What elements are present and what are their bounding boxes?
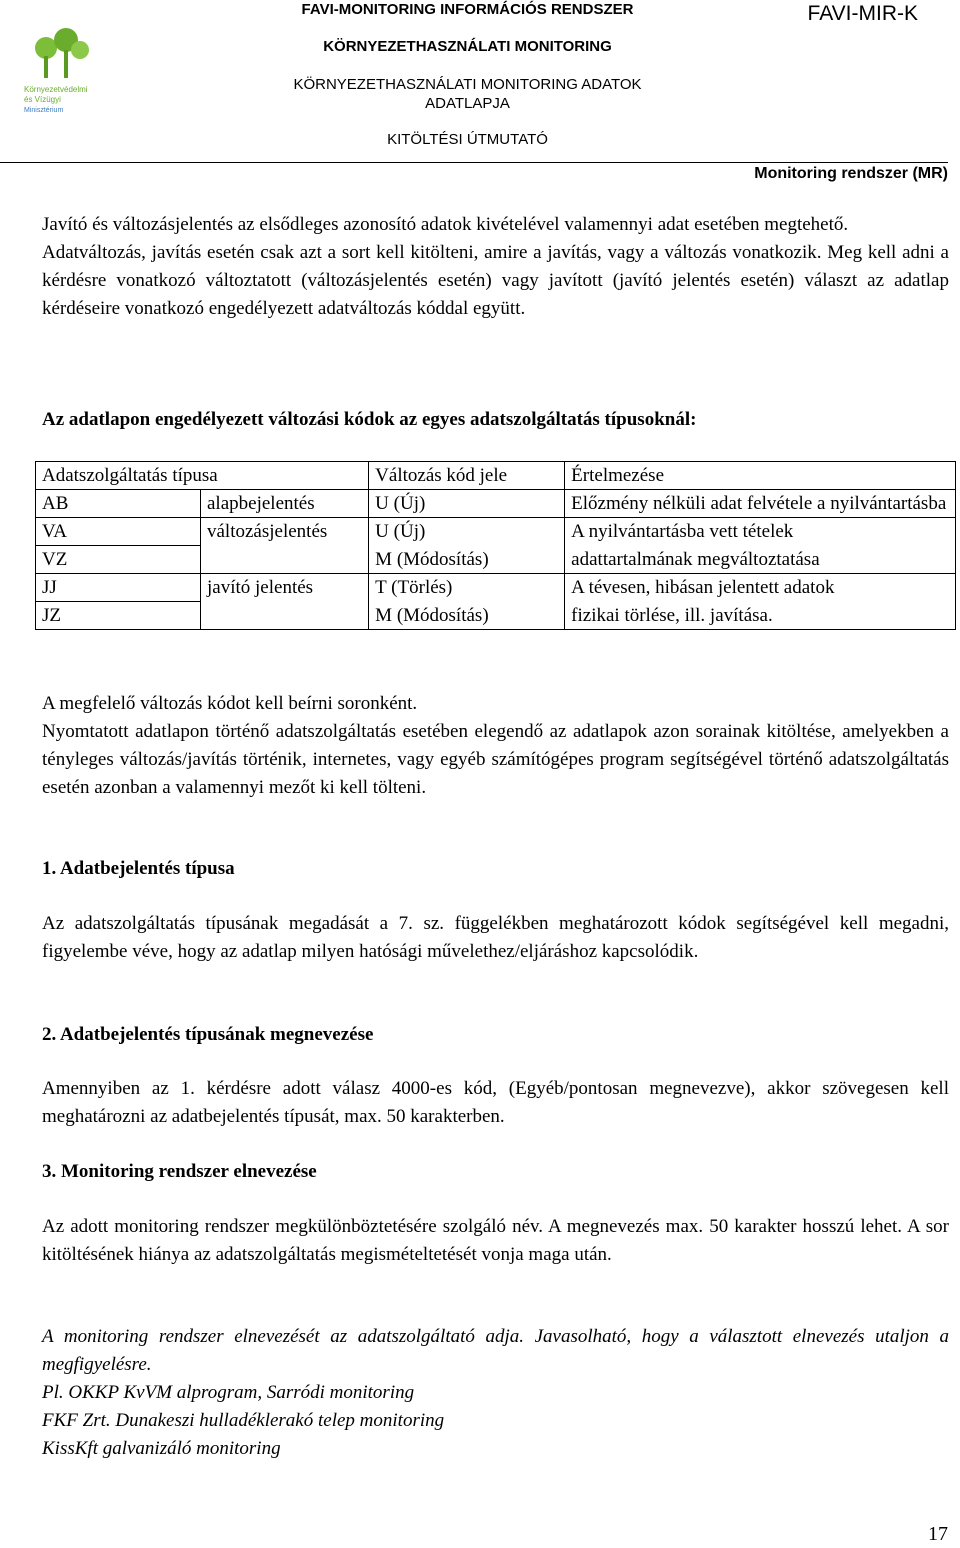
section-1-title: 1. Adatbejelentés típusa: [42, 858, 235, 879]
meaning-j-2: fizikai törlése, ill. javítása.: [565, 602, 956, 630]
table-row: [36, 574, 956, 602]
logo-text-3: Minisztérium: [24, 107, 64, 114]
change-codes-table: [35, 461, 956, 630]
table-header-row: [36, 462, 956, 490]
logo-text-1: Környezetvédelmi: [24, 85, 88, 94]
code-jz: JZ: [36, 602, 201, 630]
meaning-j-1: A tévesen, hibásan jelentett adatok: [565, 574, 956, 602]
code-vz: VZ: [36, 546, 201, 574]
system-label: Monitoring rendszer (MR): [754, 165, 948, 182]
code-ab: AB: [36, 490, 201, 518]
table-row: [36, 546, 956, 574]
type-j: javító jelentés: [201, 574, 369, 630]
meaning-v-2: adattartalmának megváltoztatása: [565, 546, 956, 574]
section-2-text: Amennyiben az 1. kérdésre adott válasz 4000-es kód, (Egyéb/pontosan megnevezve), akkor szövegesen kell meghatározni az adatbejelentés típusát, max. 50 karakterben.: [42, 1078, 949, 1127]
intro-paragraph-2: Adatváltozás, javítás esetén csak azt a sort kell kitölteni, amire a javítás, vagy a változás vonatkozik. Meg kell adni a kérdésre vonatkozó változtatott (változásjelentés esetén) vagy javított (javító jelentés esetén) választ az adatlap kérdéseire vonatkozó engedélyezett adatváltozás kóddal együtt.: [42, 242, 949, 319]
change-j-2: M (Módosítás): [369, 602, 565, 630]
type-v: változásjelentés: [201, 518, 369, 574]
table-heading: Az adatlapon engedélyezett változási kódok az egyes adatszolgáltatás típusoknál:: [42, 409, 697, 430]
header-title-3a: KÖRNYEZETHASZNÁLATI MONITORING ADATOK: [293, 76, 642, 93]
page-number: 17: [928, 1523, 948, 1545]
meaning-ab: Előzmény nélküli adat felvétele a nyilvántartásba: [565, 490, 956, 518]
logo-text-2: és Vízügyi: [24, 95, 61, 104]
after-table-paragraph-1: A megfelelő változás kódot kell beírni soronként.: [42, 693, 418, 714]
type-ab: alapbejelentés: [201, 490, 369, 518]
document-code: FAVI-MIR-K: [807, 2, 918, 25]
italic-note-4: KissKft galvanizáló monitoring: [42, 1438, 281, 1459]
code-jj: JJ: [36, 574, 201, 602]
table-row: [36, 490, 956, 518]
header-title-3b: ADATLAPJA: [425, 95, 510, 112]
table-row: [36, 518, 956, 546]
header-cell-meaning: Értelmezése: [565, 462, 956, 490]
header-divider: [0, 162, 948, 163]
header-title-2: KÖRNYEZETHASZNÁLATI MONITORING: [323, 38, 612, 55]
change-v-1: U (Új): [369, 518, 565, 546]
tree-logo-icon: [35, 28, 89, 78]
header-title-4: KITÖLTÉSI ÚTMUTATÓ: [387, 131, 548, 148]
code-va: VA: [36, 518, 201, 546]
section-1-text: Az adatszolgáltatás típusának megadását a 7. sz. függelékben meghatározott kódok segítségével kell megadni, figyelembe véve, hogy az adatlap milyen hatósági művelethez/eljáráshoz kapcsolódik.: [42, 913, 949, 962]
italic-note-1: A monitoring rendszer elnevezését az adatszolgáltató adja. Javasolható, hogy a választott elnevezés utaljon a megfigyelésre.: [42, 1326, 949, 1375]
header-cell-type: Adatszolgáltatás típusa: [36, 462, 369, 490]
change-v-2: M (Módosítás): [369, 546, 565, 574]
section-3-title: 3. Monitoring rendszer elnevezése: [42, 1161, 317, 1182]
ministry-logo: [24, 26, 120, 122]
meaning-v-1: A nyilvántartásba vett tételek: [565, 518, 956, 546]
intro-paragraph-1: Javító és változásjelentés az elsődleges azonosító adatok kivételével valamennyi adat esetében megtehető.: [42, 214, 849, 235]
after-table-paragraph-2: Nyomtatott adatlapon történő adatszolgáltatás esetében elegendő az adatlapok azon sorainak kitöltése, amelyekben a tényleges változás/javítás történik, internetes, vagy egyéb számítógépes program segítségével történő adatszolgáltatás esetén azonban a valamennyi mezőt ki kell tölteni.: [42, 721, 949, 798]
section-2-title: 2. Adatbejelentés típusának megnevezése: [42, 1024, 374, 1045]
italic-note-3: FKF Zrt. Dunakeszi hulladéklerakó telep monitoring: [42, 1410, 445, 1431]
header-cell-code: Változás kód jele: [369, 462, 565, 490]
change-ab: U (Új): [369, 490, 565, 518]
change-j-1: T (Törlés): [369, 574, 565, 602]
section-3-text: Az adott monitoring rendszer megkülönböztetésére szolgáló név. A megnevezés max. 50 karakter hosszú lehet. A sor kitöltésének hiánya az adatszolgáltatás megismételtetését vonja maga után.: [42, 1216, 949, 1265]
italic-note-2: Pl. OKKP KvVM alprogram, Sarródi monitoring: [42, 1382, 415, 1403]
table-row: [36, 602, 956, 630]
header-title-1: FAVI-MONITORING INFORMÁCIÓS RENDSZER: [301, 1, 634, 18]
